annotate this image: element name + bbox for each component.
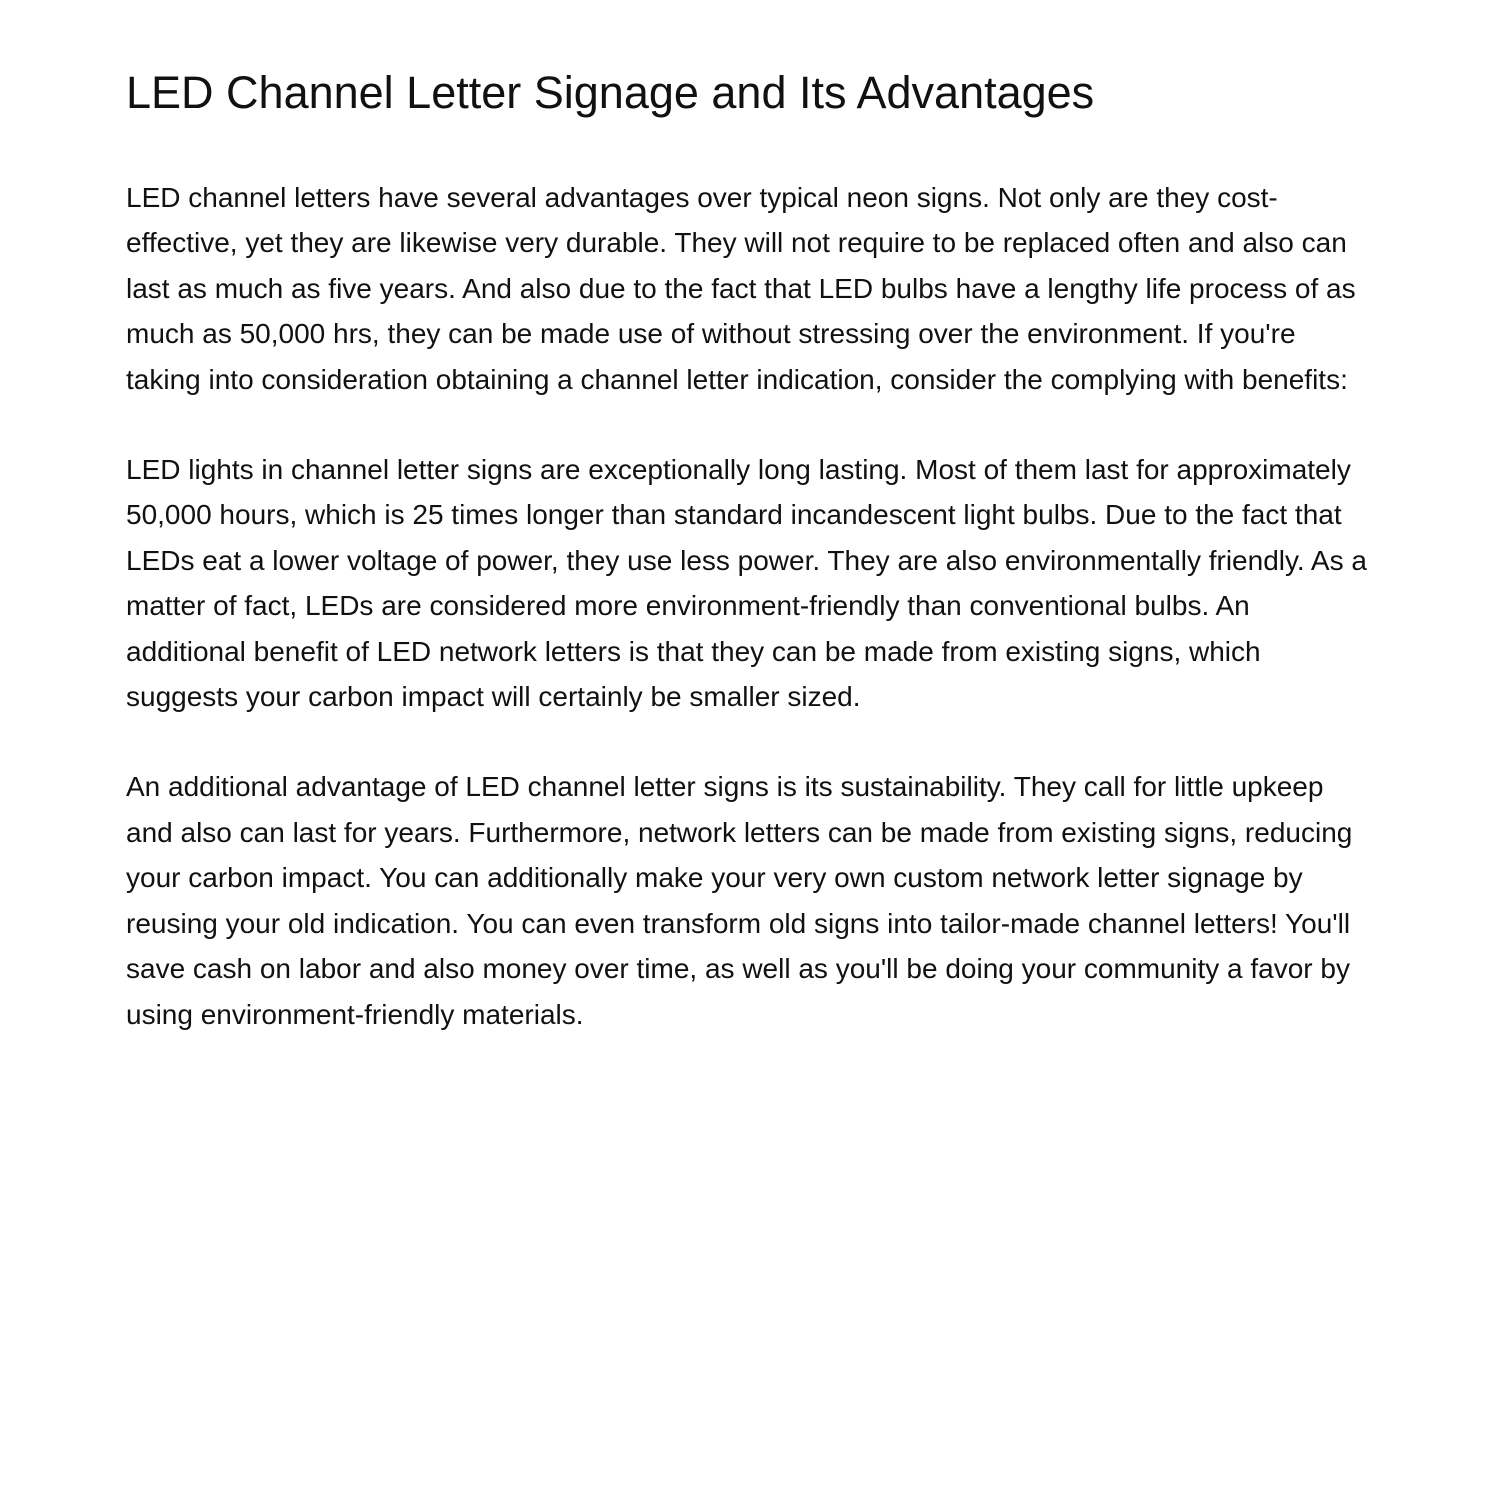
paragraph-sustainability: An additional advantage of LED channel letter signs is its sustainability. They call for little upkeep and also can last for years. Furthermore, network letters can be made from existing signs, reducing your carbon impact. You can additionally make your very own custom network letter signage by reusing your old indication. You can even transform old signs into tailor-made channel letters! You'll save cash on labor and also money over time, as well as you'll be doing your community a favor by using environment-friendly materials. (126, 771, 1353, 1030)
paragraph-intro: LED channel letters have several advantages over typical neon signs. Not only are they cost-effective, yet they are likewise very durable. They will not require to be replaced often and also can last as much as five years. And also due to the fact that LED bulbs have a lengthy life process of as much as 50,000 hrs, they can be made use of without stressing over the environment. If you're taking into consideration obtaining a channel letter indication, consider the complying with benefits: (126, 182, 1356, 395)
page-title: LED Channel Letter Signage and Its Advantages (126, 67, 1095, 118)
paragraph-durability: LED lights in channel letter signs are exceptionally long lasting. Most of them last for approximately 50,000 hours, which is 25 times longer than standard incandescent light bulbs. Due to the fact that LEDs eat a lower voltage of power, they use less power. They are also environmentally friendly. As a matter of fact, LEDs are considered more environment-friendly than conventional bulbs. An additional benefit of LED network letters is that they can be made from existing signs, which suggests your carbon impact will certainly be smaller sized. (126, 454, 1367, 713)
article-body (126, 175, 1374, 1037)
